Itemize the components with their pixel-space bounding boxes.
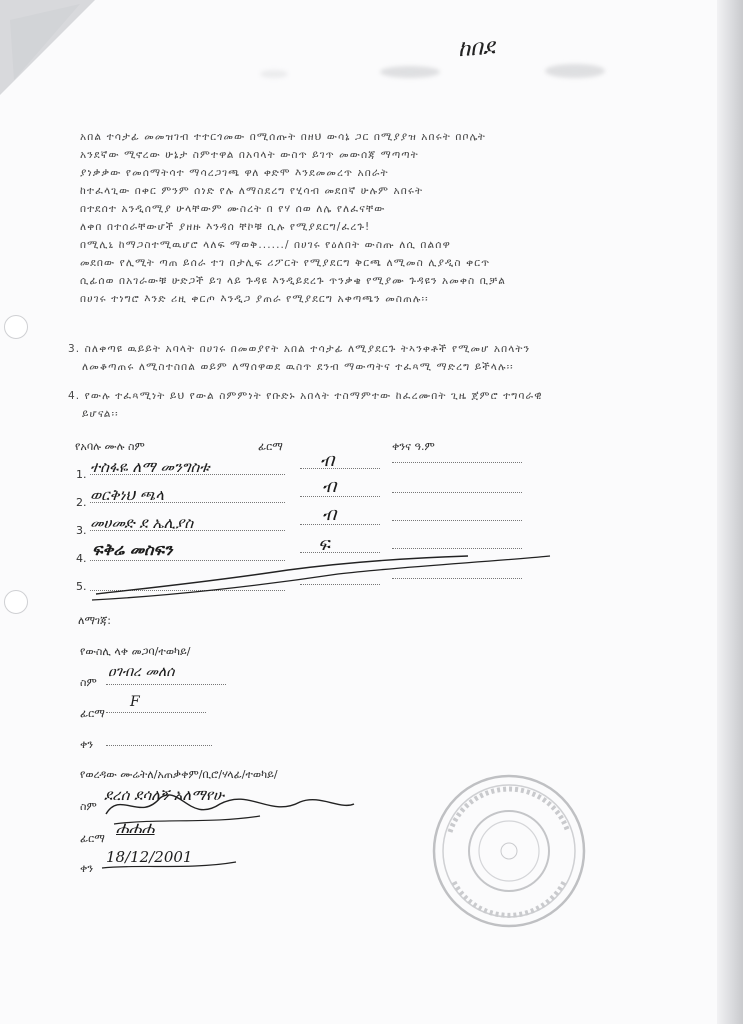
name-line — [90, 530, 285, 531]
paragraph-line: ስለቀጣዩ ዉይይት አባላት በሀገሩ በመወያየት አበል ተሳታፊ ለሚያደርጉ ትኣንቀቶች የሚመሆ አበላትን — [84, 343, 531, 355]
paragraph-line: ከተፈላጊው በቀር ምንም ሰነድ የሉ ለማስደረግ የሂሳብ መደበኛ ሁሉም አበሩት — [80, 185, 424, 197]
row-number: 2. — [76, 496, 87, 509]
member-signature: ፍ — [318, 534, 330, 555]
section-4-paragraph — [68, 387, 628, 423]
column-header-date: ቀንና ዓ.ም — [392, 440, 435, 453]
official-seal-stamp — [430, 772, 588, 930]
witness-1-title: የውስሊ ላቀ መጋባ/ተወካይ/ — [80, 645, 191, 658]
paragraph-line: የውሉ ተፈጻሚነት ይህ የውል ስምምነት የቡድኑ አበላት ተስማምተው ከፈረሙበት ጊዜ ጀምሮ ተግባራዊ — [84, 390, 543, 402]
witness-1-sign-label: ፊርማ — [80, 707, 105, 720]
section-3-paragraph — [68, 340, 628, 376]
name-line — [106, 684, 226, 685]
signature-line — [300, 524, 380, 525]
handwritten-title: ከበደ — [457, 34, 496, 63]
member-name: ተስፋዬ ለማ መንግስቱ — [90, 458, 210, 476]
row-number: 4. — [76, 552, 87, 565]
witness-2-date: 18/12/2001 — [106, 848, 193, 866]
paragraph-line: ለቀበ በተሰራቸውሆች ያዘዙ እንዳሰ ቸኮቹ ሲሉ የሚያደርግ/ፈረጉ! — [80, 221, 371, 233]
witness-1-name: ዐገብረ መለሰ — [108, 664, 175, 680]
paragraph-line: ይሆናል፡፡ — [82, 408, 119, 420]
witness-label: ለማገጃ: — [78, 614, 112, 627]
page-edge-shadow — [717, 0, 743, 1024]
witness-2-sign-label: ፊርማ — [80, 832, 105, 845]
member-signature: ብ — [320, 450, 335, 471]
paragraph-line: ለመቆጣጠሩ ለሚስተስበል ወይም ለማሰዋወደ ዉስጥ ደንብ ማውጣትና ተፈጻሚ ማድረግ ይችላሉ፡፡ — [82, 361, 514, 373]
witness-2-name-label: ስም — [80, 800, 97, 813]
signature-line — [300, 496, 380, 497]
witness-2-signature: ሐሐሐ — [116, 818, 155, 837]
member-signature: ብ — [322, 476, 337, 497]
cross-out-strokes — [88, 548, 558, 604]
scan-smudge — [545, 64, 605, 78]
signature-line — [106, 712, 206, 713]
date-line — [392, 492, 522, 493]
paragraph-line: በተደሰተ አንዲሰሚያ ሁላቸውም ሙስረት በ የሃ ሰወ ለሌ የለፈናቸው — [80, 203, 386, 215]
scan-smudge — [260, 70, 288, 78]
paragraph-line: ያነቃቃው የመሰማትሳተ ማሳረጋገጫ ዋለ ቀድሞ እንደመመረጥ አበራት — [80, 167, 389, 179]
name-line — [90, 502, 285, 503]
date-line — [106, 745, 212, 746]
paragraph-line: አበል ተሳታፊ መመዝገብ ተተርጎመው በሚሰጡት በዘህ ውሳኔ ጋር በሚያያዝ አበሩት በቦሌት — [80, 131, 486, 143]
scan-smudge — [380, 66, 440, 78]
signature-line — [300, 468, 380, 469]
paragraph-line: መደበው የሊሚት ጣጠ ይሰራ ተገ በታሊፍ ሪፖርት የሚያደርግ ቅርጫ ለሚመስ ሊያዲስ ቀርጥ — [80, 257, 491, 269]
name-line — [90, 474, 285, 475]
witness-1-name-label: ስም — [80, 676, 97, 689]
column-header-signature: ፊርማ — [258, 440, 283, 453]
folded-corner — [0, 0, 120, 110]
punch-hole — [4, 315, 28, 339]
date-line — [392, 520, 522, 521]
witness-2-title: የወረዳው ሙሬትለ/አጠቃቀም/ቢሮ/ሃላፊ/ተወካይ/ — [80, 768, 278, 781]
member-name: ወርቅነህ ጫላ — [90, 486, 164, 504]
member-name: መሀመድ ደ ኤሊያስ — [90, 514, 194, 532]
member-name: ፍቅሬ መስፍን — [92, 540, 173, 559]
row-number: 3. — [76, 524, 87, 537]
date-underline — [100, 858, 240, 874]
witness-1-date-label: ቀን — [80, 738, 94, 751]
column-header-name: የአባሉ ሙሉ ስም — [75, 440, 145, 453]
member-signature: ብ — [322, 504, 337, 525]
date-line — [392, 462, 522, 463]
body-paragraph — [80, 128, 640, 308]
witness-1-signature: F — [130, 694, 140, 710]
punch-hole — [4, 590, 28, 614]
section-number: 4. — [68, 390, 81, 402]
paragraph-line: ሲፊሰወ በአገራውቹ ሁድጋች ይገ ላይ ጉዳዩ እንዲይደረጉ ጥንቃቄ የሚያሙ ጉዳዩን አመቀስ ቢቻል — [80, 275, 506, 287]
paragraph-line: አንደኛው ሚኖረው ሁኔታ ስምተዋል በአባላት ውስጥ ይገጥ መውሰጃ ማጣጣት — [80, 149, 419, 161]
witness-2-date-label: ቀን — [80, 862, 94, 875]
row-number: 1. — [76, 468, 87, 481]
paragraph-line: በሚሊኒ ከማጋስተሚዉሆሮ ላለፍ ማወቅ....../ በሀገሩ የዕለበት ውስጡ ለሲ በልሰዋ — [80, 239, 451, 251]
witness-2-name: ደረሰ ደሳለኝ አለማየሁ — [104, 786, 225, 804]
paragraph-line: በሀገሩ ተነግሮ እንድ ሪዚ ቀርጦ እንዲጋ ያጠራ የሚያደርግ አቀጣጫን መስጠሉ፡፡ — [80, 293, 429, 305]
section-number: 3. — [68, 343, 81, 355]
row-number: 5. — [76, 580, 87, 593]
